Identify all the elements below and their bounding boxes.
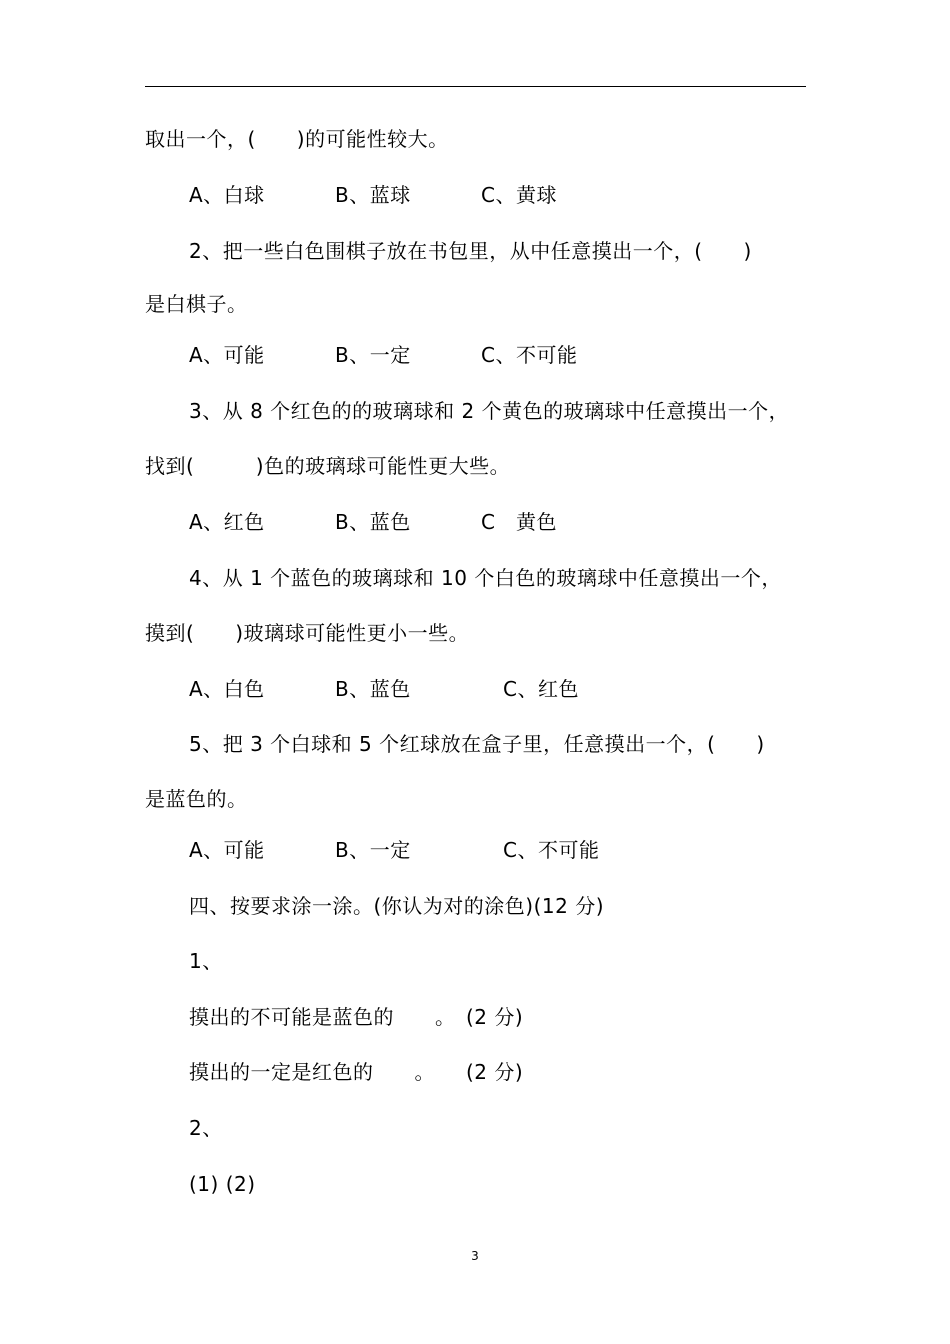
- q2-option-a: A、可能: [189, 343, 265, 367]
- question-4-line-2: 摸到( )玻璃球可能性更小一些。: [145, 621, 470, 645]
- q1-option-b: B、蓝球: [335, 183, 411, 207]
- question-3-line-2: 找到( )色的玻璃球可能性更大些。: [145, 454, 511, 478]
- q5-option-b: B、一定: [335, 838, 411, 862]
- page-number: 3: [471, 1249, 479, 1263]
- section-4-question-1: 1、: [189, 949, 223, 973]
- section-4-q2-parts: (1) (2): [189, 1172, 256, 1196]
- question-4-line-1: 4、从 1 个蓝色的玻璃球和 10 个白色的玻璃球中任意摸出一个，: [189, 566, 782, 590]
- question-5-line-1: 5、把 3 个白球和 5 个红球放在盒子里，任意摸出一个，( ): [189, 732, 765, 756]
- q3-option-a: A、红色: [189, 510, 265, 534]
- q5-option-a: A、可能: [189, 838, 265, 862]
- q4-option-c: C、红色: [503, 677, 579, 701]
- question-3-line-1: 3、从 8 个红色的的玻璃球和 2 个黄色的玻璃球中任意摸出一个，: [189, 399, 790, 423]
- q1-option-a: A、白球: [189, 183, 265, 207]
- section-4-title: 四、按要求涂一涂。(你认为对的涂色)(12 分): [189, 894, 605, 918]
- q3-option-b: B、蓝色: [335, 510, 411, 534]
- q2-option-b: B、一定: [335, 343, 411, 367]
- q4-option-b: B、蓝色: [335, 677, 411, 701]
- q2-option-c: C、不可能: [481, 343, 578, 367]
- question-1-tail: 取出一个，( )的可能性较大。: [145, 127, 449, 151]
- question-2-line-2: 是白棋子。: [145, 292, 248, 316]
- q1-option-c: C、黄球: [481, 183, 557, 207]
- section-4-q1-item-b: 摸出的一定是红色的 。 (2 分): [189, 1060, 524, 1084]
- q4-option-a: A、白色: [189, 677, 265, 701]
- header-rule: [145, 86, 806, 87]
- question-2-line-1: 2、把一些白色围棋子放在书包里，从中任意摸出一个，( ): [189, 239, 752, 263]
- section-4-question-2: 2、: [189, 1116, 223, 1140]
- q3-option-c: C 黄色: [481, 510, 557, 534]
- question-5-line-2: 是蓝色的。: [145, 787, 248, 811]
- q5-option-c: C、不可能: [503, 838, 600, 862]
- section-4-q1-item-a: 摸出的不可能是蓝色的 。 (2 分): [189, 1005, 524, 1029]
